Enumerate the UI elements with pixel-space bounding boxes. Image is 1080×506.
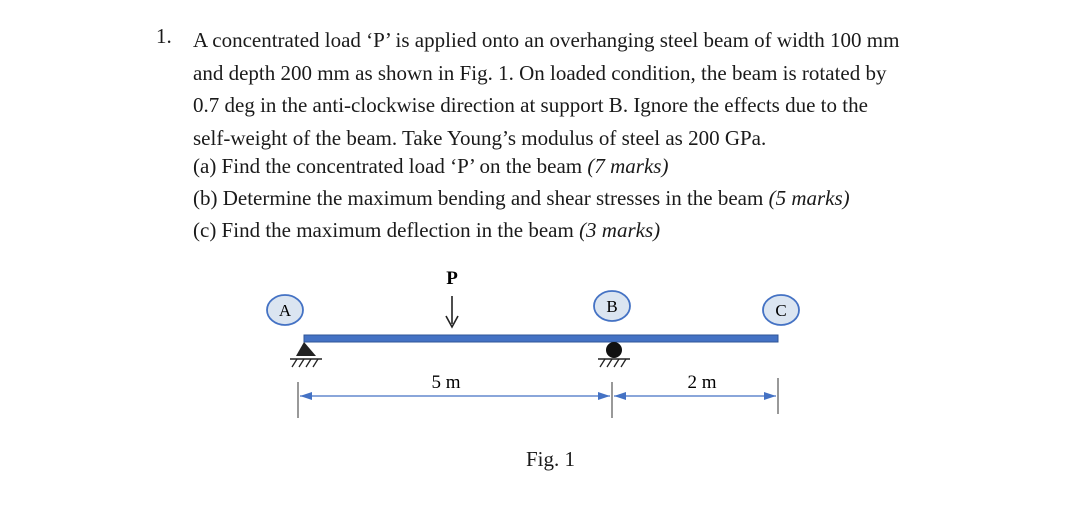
node-b bbox=[594, 291, 630, 321]
figure-caption: Fig. 1 bbox=[526, 447, 576, 471]
load-arrow bbox=[446, 296, 458, 327]
part-c-marks: (3 marks) bbox=[579, 218, 661, 242]
dimension-ab: 5 m bbox=[431, 372, 461, 393]
question-line: 0.7 deg in the anti-clockwise direction at support B. Ignore the effects due to the bbox=[193, 93, 868, 117]
node-c-label: C bbox=[775, 301, 787, 320]
node-c bbox=[763, 295, 799, 325]
node-a bbox=[267, 295, 303, 325]
roller-support-b bbox=[598, 342, 630, 367]
question-line: self-weight of the beam. Take Young’s modulus of steel as 200 GPa. bbox=[193, 125, 767, 150]
part-c-text: (c) Find the maximum deflection in the beam bbox=[193, 218, 574, 242]
part-b-text: (b) Determine the maximum bending and shear stresses in the beam bbox=[193, 186, 764, 210]
load-label: P bbox=[446, 268, 458, 289]
part-b-marks: (5 marks) bbox=[768, 186, 850, 210]
question-line: and depth 200 mm as shown in Fig. 1. On loaded condition, the beam is rotated by bbox=[193, 60, 887, 85]
part-a-marks: (7 marks) bbox=[587, 154, 669, 178]
node-b-label: B bbox=[606, 297, 618, 316]
question-number: 1. bbox=[156, 24, 172, 48]
part-a-text: (a) Find the concentrated load ‘P’ on the beam bbox=[193, 154, 583, 178]
beam bbox=[304, 335, 778, 342]
dimension-bc: 2 m bbox=[687, 372, 717, 393]
pin-support-a bbox=[290, 342, 322, 367]
question-line: A concentrated load ‘P’ is applied onto an overhanging steel beam of width 100 mm bbox=[193, 28, 900, 52]
node-a-label: A bbox=[278, 301, 292, 320]
